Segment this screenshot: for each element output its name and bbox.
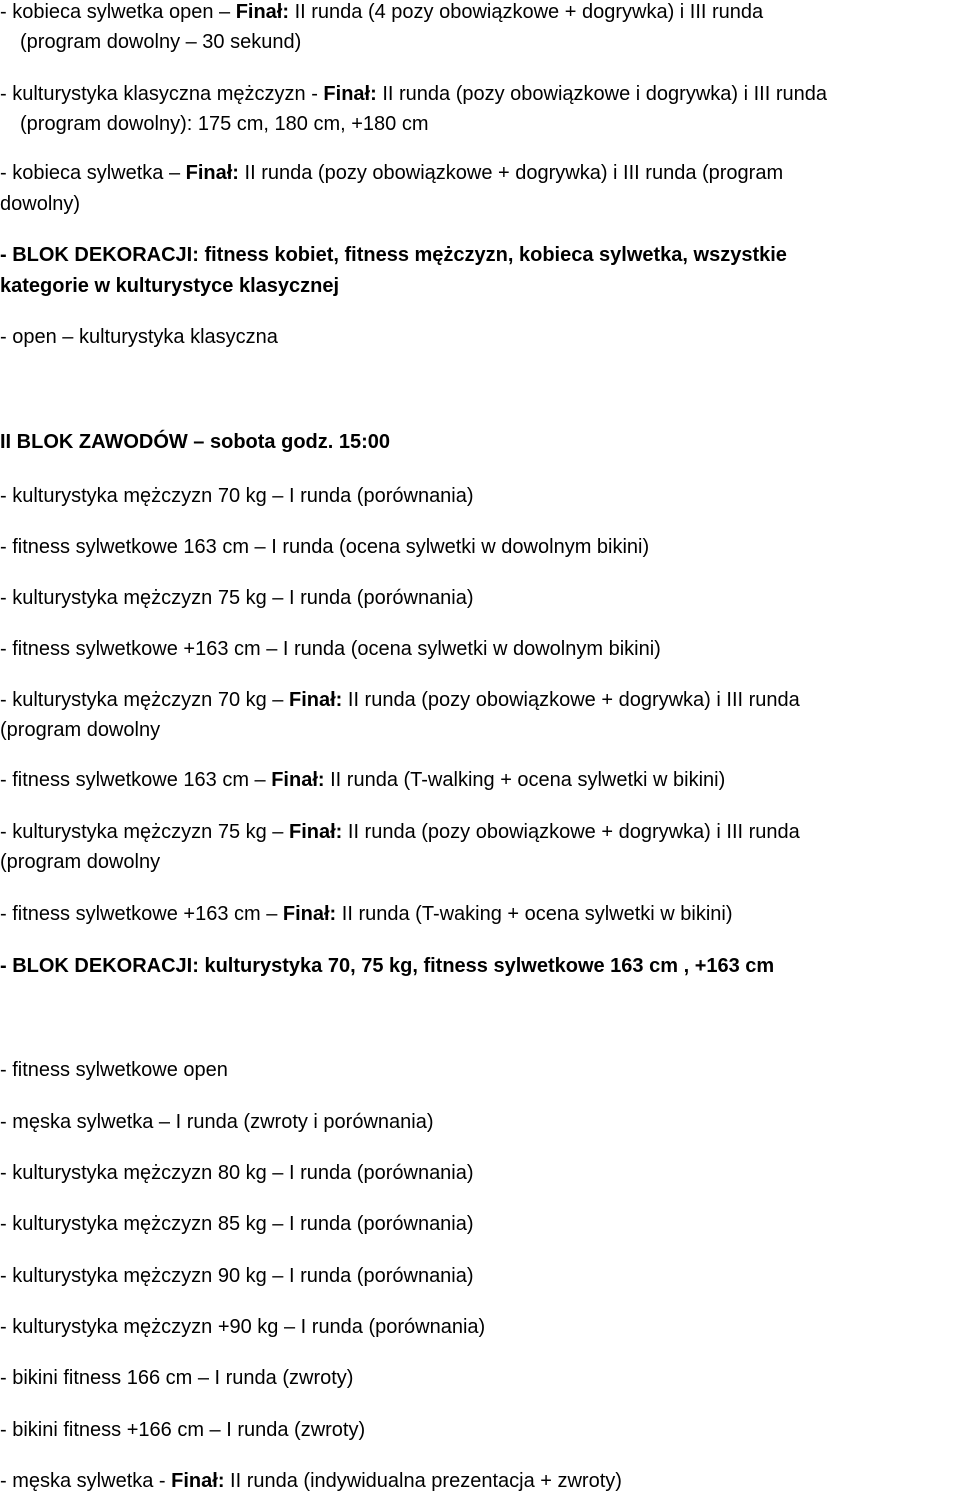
line-text: - kulturystyka mężczyzn 70 kg – I runda (porównania): [0, 485, 474, 507]
line-text: - fitness sylwetkowe 163 cm – I runda (ocena sylwetki w dowolnym bikini): [0, 536, 650, 558]
line-text: - BLOK DEKORACJI: kulturystyka 70, 75 kg, fitness sylwetkowe 163 cm , +163 cm: [0, 955, 775, 977]
line-text: II runda (pozy obowiązkowe + dogrywka) i III runda: [342, 821, 800, 843]
schedule-line: [0, 688, 960, 712]
schedule-line: [0, 0, 960, 24]
line-text: - kulturystyka mężczyzn 80 kg – I runda (porównania): [0, 1162, 474, 1184]
final-label: Finał:: [282, 903, 337, 925]
line-text: (program dowolny: [0, 851, 161, 873]
schedule-line: [0, 1469, 960, 1493]
decoration-block-heading: [0, 954, 960, 978]
schedule-line: [0, 82, 960, 106]
schedule-line-continuation: [0, 718, 960, 742]
line-text: II runda (T-walking + ocena sylwetki w bikini): [324, 769, 726, 791]
line-text: - fitness sylwetkowe 163 cm –: [0, 769, 272, 791]
line-text: (program dowolny): 175 cm, 180 cm, +180 cm: [20, 113, 429, 135]
final-label: Finał:: [235, 1, 290, 23]
line-text: - kulturystyka mężczyzn 85 kg – I runda (porównania): [0, 1213, 474, 1235]
line-text: - kobieca sylwetka –: [0, 162, 186, 184]
line-text: - bikini fitness +166 cm – I runda (zwroty): [0, 1419, 366, 1441]
line-text: II runda (T-waking + ocena sylwetki w bikini): [336, 903, 733, 925]
line-text: - kulturystyka mężczyzn 75 kg –: [0, 821, 289, 843]
line-text: - kulturystyka mężczyzn +90 kg – I runda (porównania): [0, 1316, 486, 1338]
line-text: - fitness sylwetkowe +163 cm – I runda (ocena sylwetki w dowolnym bikini): [0, 638, 661, 660]
schedule-line: [0, 325, 960, 349]
line-text: - kulturystyka mężczyzn 70 kg –: [0, 689, 289, 711]
schedule-line-continuation: [0, 850, 960, 874]
schedule-line: [0, 1264, 960, 1288]
line-text: II runda (pozy obowiązkowe i dogrywka) i III runda: [376, 83, 827, 105]
line-text: - męska sylwetka – I runda (zwroty i porównania): [0, 1111, 434, 1133]
section-heading: [0, 430, 960, 454]
line-text: II BLOK ZAWODÓW – sobota godz. 15:00: [0, 431, 391, 453]
schedule-line: [0, 820, 960, 844]
schedule-line-continuation: [20, 30, 960, 54]
decoration-block-heading: [0, 243, 960, 267]
schedule-line-continuation: [20, 112, 960, 136]
schedule-line: [0, 1315, 960, 1339]
line-text: II runda (indywidualna prezentacja + zwroty): [224, 1470, 622, 1492]
schedule-line: [0, 1058, 960, 1082]
final-label: Finał:: [185, 162, 239, 184]
line-text: (program dowolny – 30 sekund): [20, 31, 302, 53]
schedule-line: [0, 902, 960, 926]
line-text: dowolny): [0, 193, 81, 215]
line-text: - kulturystyka mężczyzn 75 kg – I runda (porównania): [0, 587, 474, 609]
line-text: kategorie w kulturystyce klasycznej: [0, 275, 340, 297]
schedule-line: [0, 1161, 960, 1185]
line-text: II runda (4 pozy obowiązkowe + dogrywka) i III runda: [289, 1, 764, 23]
final-label: Finał:: [288, 821, 343, 843]
schedule-line: [0, 1418, 960, 1442]
schedule-line: [0, 586, 960, 610]
schedule-line: [0, 161, 960, 185]
final-label: Finał:: [171, 1470, 225, 1492]
line-text: II runda (pozy obowiązkowe + dogrywka) i III runda (program: [238, 162, 784, 184]
schedule-line: [0, 535, 960, 559]
line-text: - fitness sylwetkowe open: [0, 1059, 228, 1081]
line-text: - kulturystyka klasyczna mężczyzn -: [0, 83, 324, 105]
line-text: - fitness sylwetkowe +163 cm –: [0, 903, 283, 925]
final-label: Finał:: [323, 83, 377, 105]
decoration-block-continuation: [0, 274, 960, 298]
schedule-line: [0, 484, 960, 508]
schedule-line-continuation: [0, 192, 960, 216]
line-text: II runda (pozy obowiązkowe + dogrywka) i III runda: [342, 689, 800, 711]
line-text: - BLOK DEKORACJI: fitness kobiet, fitness mężczyzn, kobieca sylwetka, wszystkie: [0, 244, 787, 266]
schedule-line: [0, 637, 960, 661]
schedule-line: [0, 768, 960, 792]
line-text: - bikini fitness 166 cm – I runda (zwroty): [0, 1367, 354, 1389]
schedule-line: [0, 1110, 960, 1134]
line-text: - kulturystyka mężczyzn 90 kg – I runda (porównania): [0, 1265, 474, 1287]
line-text: (program dowolny: [0, 719, 161, 741]
line-text: - kobieca sylwetka open –: [0, 1, 236, 23]
schedule-line: [0, 1366, 960, 1390]
line-text: - open – kulturystyka klasyczna: [0, 326, 278, 348]
line-text: - męska sylwetka -: [0, 1470, 172, 1492]
final-label: Finał:: [271, 769, 325, 791]
schedule-line: [0, 1212, 960, 1236]
final-label: Finał:: [288, 689, 343, 711]
